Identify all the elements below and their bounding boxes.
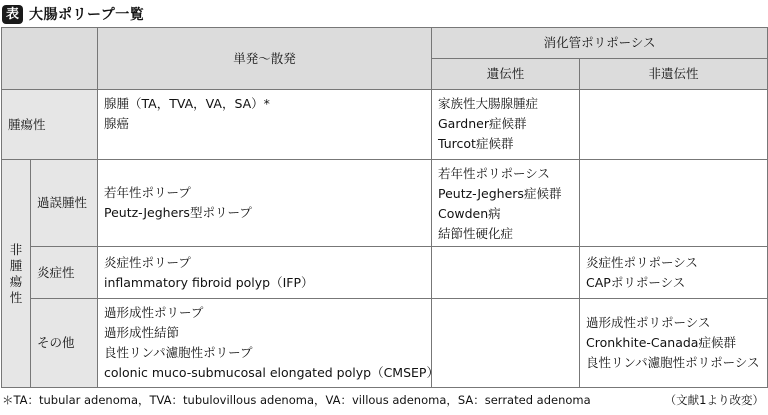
cell-line: 炎症性ポリープ [104,254,191,270]
cell-hamartoma-sporadic [98,160,432,247]
cell-line: Turcot症候群 [438,136,514,151]
cell-line: 腺腫（TA，TVA，VA，SA）* [104,96,270,111]
vertical-char: 腫 [9,257,23,273]
cell-line: CAPポリポーシス [586,274,686,290]
cell-hamartoma-nonhereditary [580,160,768,247]
row-label-other: その他 [31,299,98,388]
cell-line: Cowden病 [438,206,501,221]
table-title: 大腸ポリープ一覧 [29,7,145,23]
source-note: （文献1より改変） [664,393,764,407]
cell-inflammatory-sporadic [98,247,432,299]
cell-other-nonhereditary [580,299,768,388]
cell-line: 若年性ポリープ [104,185,191,200]
cell-line: Peutz-Jeghers型ポリープ [104,205,252,220]
row-group-nonneoplastic [2,160,31,388]
vertical-char: 瘍 [9,273,23,289]
cell-line: 過形成性ポリポーシス [586,315,711,330]
cell-line: 過形成性ポリープ [104,305,204,320]
cell-neoplastic-nonhereditary [580,90,768,160]
cell-line: 炎症性ポリポーシス [586,254,698,270]
row-label-hamartoma: 過誤腫性 [31,160,98,247]
cell-inflammatory-nonhereditary [580,247,768,299]
header-polyposis: 消化管ポリポーシス [432,28,768,59]
cell-inflammatory-hereditary [432,247,580,299]
cell-line: Gardner症候群 [438,116,527,131]
cell-line: 結節性硬化症 [438,226,514,241]
cell-line: 良性リンパ濾胞性ポリポーシス [586,355,760,370]
header-sporadic: 単発～散発 [98,28,432,90]
header-corner [2,28,98,90]
cell-line: Peutz-Jeghers症候群 [438,186,562,201]
cell-neoplastic-sporadic [98,90,432,160]
cell-line: inflammatory fibroid polyp（IFP） [104,274,314,290]
header-hereditary: 遺伝性 [432,59,580,90]
vertical-char: 非 [9,241,23,257]
cell-line: Cronkhite-Canada症候群 [586,335,736,350]
cell-line: 過形成性結節 [104,325,180,340]
header-nonhereditary: 非遺伝性 [580,59,768,90]
row-label-inflammatory: 炎症性 [31,247,98,299]
cell-line: 良性リンパ濾胞性ポリープ [104,345,253,360]
cell-neoplastic-hereditary [432,90,580,160]
cell-line: colonic muco-submucosal elongated polyp（CMSEP） [104,365,439,380]
table-badge: 表 [2,5,23,24]
polyp-table [1,27,768,388]
cell-line: 若年性ポリポーシス [438,166,550,181]
cell-line: 腺癌 [104,116,130,131]
footnote: ＊TA：tubular adenoma，TVA：tubulovillous adenoma，VA：villous adenoma，SA：serrated adenoma [2,393,591,407]
cell-other-sporadic [98,299,439,388]
vertical-char: 性 [9,289,23,305]
table-caption [2,3,144,25]
row-label-neoplastic: 腫瘍性 [2,90,98,160]
cell-line: 家族性大腸腺腫症 [438,96,539,111]
cell-hamartoma-hereditary [432,160,580,247]
cell-other-hereditary [432,299,580,388]
